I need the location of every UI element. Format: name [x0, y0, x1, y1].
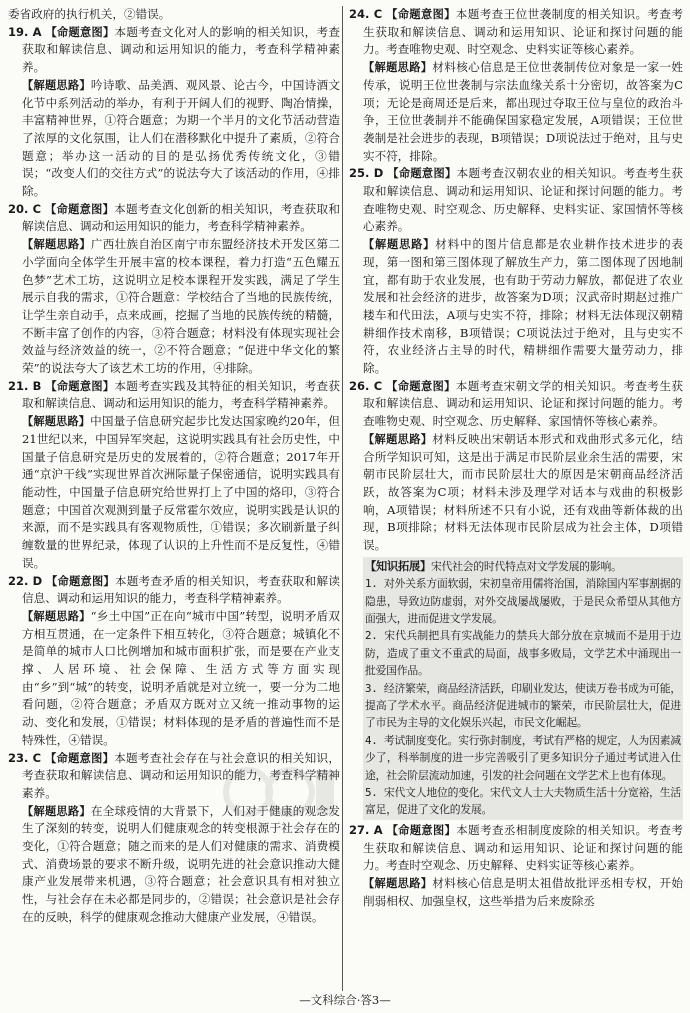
answer-24 [349, 6, 683, 59]
idea-tag: 【解题思路】 [363, 877, 433, 890]
idea-25 [349, 236, 683, 378]
idea-text: 材料核心信息是王位世袭制传位对象是一家一姓传承，说明王位世袭制与宗法血缘关系十分密切，故答案为C项；无论是商周还是后来，都出现过夺取王位与皇位的政治斗争，王位世袭制并不能确保国家稳定发展，A项错误；王位世袭制是社会进步的表现，B项错误；D项说法过于绝对，且与史实不符，排除。 [363, 60, 683, 163]
answer-21 [8, 378, 340, 413]
intent-tag: 【命题意图】 [45, 25, 115, 39]
intent-tag: 【命题意图】 [45, 379, 115, 393]
page-footer: —文科综合·答3— [299, 993, 391, 1007]
right-column [349, 6, 683, 910]
intent-text: 本题考查实践及其特征的相关知识，考查获取和解读信息、调动和运用知识的能力，考查科学精神素养。 [22, 378, 340, 411]
question-number: 27. A [349, 822, 383, 837]
intent-tag: 【命题意图】 [45, 202, 115, 216]
idea-text: 中国量子信息研究起步比发达国家晚约20年，但21世纪以来，中国异军突起，这说明实践具有社会历史性，中国量子信息研究是历史的发展着的，②符合题意；2017年开通“京沪干线”实现世界首次洲际量子保密通信，说明实践具有能动性，中国量子信息研究给世界打上了中国的烙印，③符合题意；中国首次观测到量子反常霍尔效应，说明实践是认识的来源，而不是实践具有客观物质性，①错误；多次刷新量子纠缠数量的世界纪录，体现了认识的上升性而不是反复性，④错误。 [22, 414, 340, 570]
idea-tag: 【解题思路】 [22, 804, 91, 818]
answer-25 [349, 165, 683, 236]
extension-item: 5. 宋代文人地位的变化。宋代文人士大夫物质生活十分宽裕，生活富足，促进了文化的发展。 [365, 786, 681, 817]
intent-text: 本题考查矛盾的相关知识，考查获取和解读信息、调动和运用知识的能力，考查科学精神素养。 [22, 573, 340, 606]
intent-tag: 【命题意图】 [45, 751, 115, 765]
question-number: 24. C [349, 7, 383, 21]
watermark-logo [218, 762, 338, 822]
idea-text: 广西壮族自治区南宁市东盟经济技术开发区第二小学面向全体学生开展丰富的校本课程，着力打造“五色耀五色梦”艺术工坊，这说明立足校本课程开发实践，满足了学生展示自我的需求，①符合题意：学校结合了当地的民族传统，让学生亲自动手，点来成画，挖掘了当地的民族传统的精髓，不断丰富了创作的内容，③符合题意；材料没有体现实现社会效益与经济效益的统一，②不符合题意；“促进中华文化的繁荣”的说法夸大了该艺术工坊的作用，④排除。 [22, 237, 340, 376]
idea-text: “乡土中国”正在向“城市中国”转型，说明矛盾双方相互贯通，在一定条件下相互转化，③符合题意；城镇化不是简单的城市人口比例增加和城市面积扩张，而是要在产业支撑、人居环境、社会保障、生活方式等方面实现由“乡”到“城”的转变，说明矛盾就是对立统一，要一分为二地看问题，②符合题意；矛盾双方既对立又统一推动事物的运动、变化和发展，①错误；材料体现的是矛盾的普遍性而不是特殊性，④错误。 [22, 608, 340, 747]
idea-20 [8, 236, 340, 378]
extension-heading [365, 558, 681, 575]
lead-text: 委省政府的执行机关，②错误。 [8, 7, 171, 21]
idea-tag: 【解题思路】 [363, 238, 436, 252]
intent-text: 本题考查文化对人的影响的相关知识，考查获取和解读信息、调动和运用知识的能力，考查科学精神素养。 [22, 24, 340, 75]
idea-tag: 【解题思路】 [363, 432, 433, 446]
intent-tag: 【命题意图】 [387, 167, 457, 181]
answer-26 [349, 378, 683, 431]
idea-tag: 【解题思路】 [22, 78, 91, 92]
intent-tag: 【命题意图】 [386, 823, 457, 837]
idea-text: 材料核心信息是明太祖借故批评丞相专权，开始削弱相权、加强皇权，这些举措为后来废除丞 [363, 876, 683, 908]
idea-26 [349, 431, 683, 555]
question-number: 22. D [8, 573, 43, 588]
question-number: 19. A [8, 24, 42, 39]
intent-tag: 【命题意图】 [386, 379, 456, 393]
intent-text: 本题考查王位世袭制度的相关知识。考查考生获取和解读信息、调动和运用知识、论证和探讨问题的能力。考查唯物史观、时空观念、史料实证等核心素养。 [363, 7, 683, 57]
extension-item: 2. 宋代兵制把具有实战能力的禁兵大部分放在京城而不是用于边防，造成了重文不重武的局面，战事多败局，文学艺术中涌现出一批爱国作品。 [365, 629, 681, 678]
question-number: 21. B [8, 378, 42, 393]
extension-item: 3. 经济繁荣，商品经济活跃，印刷业发达，使读万卷书成为可能，提高了学术水平。商品经济促进城市的繁荣，市民阶层壮大，促进了市民为主导的文化娱乐兴起，市民文化崛起。 [365, 681, 681, 730]
idea-text: 材料中的图片信息都是农业耕作技术进步的表现，第一图和第三图体现了解放生产力，第二图体现了因地制宜，都有助于农业发展，也有助于劳动力解放，都促进了农业发展和社会经济的进步，故答案为D项；汉武帝时期赵过推广耧车和代田法，A项与史实不符，排除；材料无法体现汉朝精耕细作技术南移，B项错误；C项说法过于绝对，且与史实不符，农业经济占主导的时代，精耕细作需要大量劳动力，排除。 [363, 237, 683, 376]
column-divider [342, 6, 343, 991]
idea-tag: 【解题思路】 [22, 238, 91, 252]
idea-19 [8, 77, 340, 201]
intent-text: 本题考查丞相制度废除的相关知识。考查考生获取和解读信息、调动和运用知识、论证和探讨问题的能力。考查时空观念、历史解释、史料实证等核心素养。 [363, 822, 683, 873]
question-number: 25. D [349, 166, 384, 181]
answer-27 [349, 822, 683, 875]
question-number: 23. C [8, 750, 42, 765]
intent-text: 本题考查汉朝农业的相关知识。考查考生获取和解读信息、调动和运用知识、论证和探讨问题的能力。考查唯物史观、时空观念、历史解释、史料实证、家国情怀等核心素养。 [363, 166, 683, 234]
idea-24 [349, 59, 683, 165]
question-number: 26. C [349, 378, 383, 393]
intent-tag: 【命题意图】 [386, 8, 456, 21]
intent-text: 本题考查社会存在与社会意识的相关知识，考查获取和解读信息、调动和运用知识的能力，考查科学精神素养。 [22, 750, 340, 800]
idea-tag: 【解题思路】 [22, 609, 91, 623]
intent-text: 本题考查文化创新的相关知识，考查获取和解读信息、调动和运用知识的能力，考查科学精神素养。 [22, 201, 340, 234]
question-number: 20. C [8, 201, 42, 216]
knowledge-extension-box [363, 557, 683, 820]
intent-tag: 【命题意图】 [46, 574, 115, 588]
extension-tag: 【知识拓展】 [365, 559, 431, 573]
intent-text: 本题考查宋朝文学的相关知识。考查考生获取和解读信息、调动和运用知识、论证和探讨问题的能力。考查唯物史观、时空观念、历史解释、家国情怀等核心素养。 [363, 378, 683, 429]
idea-text: 材料反映出宋朝话本形式和戏曲形式多元化，结合所学知识可知，这是出于满足市民阶层业余生活的需要，宋朝市民阶层壮大，而市民阶层壮大的原因是宋朝商品经济活跃，故答案为C项；材料未涉及理学对话本与戏曲的积极影响，A项错误；材料所述不只有小说，还有戏曲等新体裁的出现，B项排除；材料无法体现市民阶层成为社会主体，D项错误。 [363, 431, 683, 553]
idea-22 [8, 608, 340, 750]
extension-item: 4. 考试制度变化。实行弥封制度，考试有严格的规定，人为因素减少了，科举制度的进一步完善吸引了更多知识分子通过考试进入仕途，社会阶层流动加速，引发的社会问题在文学艺术上也有体现。 [365, 733, 681, 782]
idea-text: 在全球疫情的大背景下，人们对于健康的观念发生了深刻的转变，说明人们健康观念的转变根源于社会存在的变化，①符合题意；随之而来的是人们对健康的需求、消费模式、消费场景的要求不断升级，说明先进的社会意识推动大健康产业发展带来机遇，③符合题意；社会意识具有相对独立性，与社会存在未必都是同步的，②错误；社会意识是社会存在的反映，科学的健康观念推动大健康产业发展，④错误。 [22, 803, 340, 924]
extension-item: 1. 对外关系方面软弱，宋初皇帝用儒将治国，消除国内军事割据的隐患，导致边防虚弱，对外交战屡战屡败，于是民众希望从其他方面强大，进而促进文学发展。 [365, 577, 681, 626]
idea-21 [8, 413, 340, 572]
idea-tag: 【解题思路】 [22, 415, 91, 429]
idea-text: 吟诗歌、品美酒、观风景、论古今，中国诗酒文化节中系列活动的举办，有利于开阔人们的视野、陶冶情操，丰富精神世界，①符合题意；为期一个半月的文化节活动营造了浓厚的文化氛围，让人们在潜移默化中提升了素质，②符合题意；举办这一活动的目的是弘扬优秀传统文化，③错误；“改变人们的交往方式”的说法夸大了该活动的作用，④排除。 [22, 77, 340, 199]
idea-27 [349, 875, 683, 910]
answer-22 [8, 573, 340, 608]
answer-20 [8, 201, 340, 236]
idea-tag: 【解题思路】 [363, 61, 433, 75]
extension-subtitle: 宋代社会的时代特点对文学发展的影响。 [430, 559, 622, 573]
answer-19 [8, 24, 340, 77]
